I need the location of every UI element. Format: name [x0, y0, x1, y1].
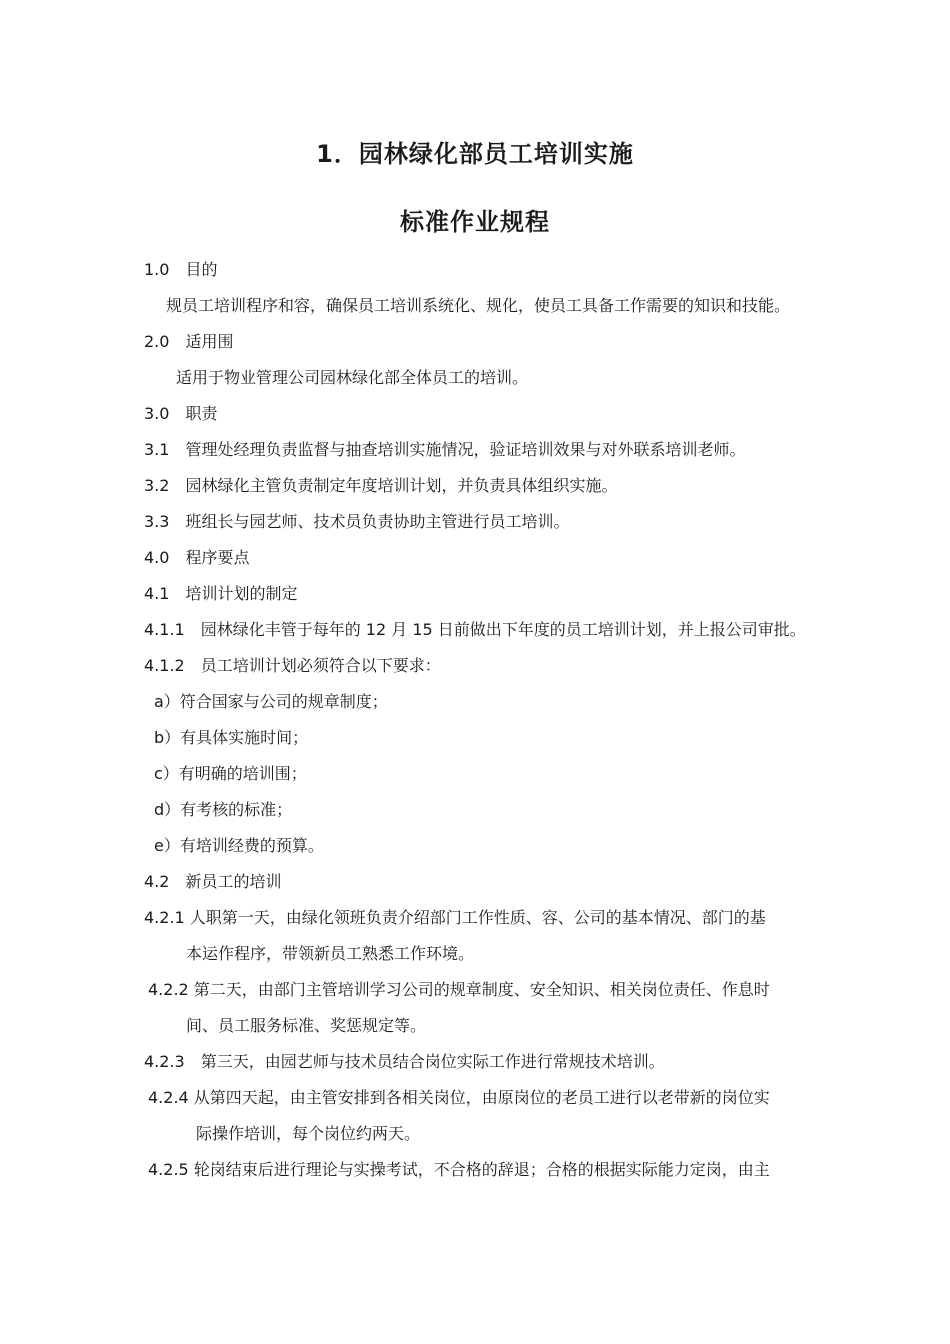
subsection-heading: 4.2 新员工的培训 [144, 872, 282, 891]
document-title-line-2: 标准作业规程 [400, 208, 550, 236]
clause-continuation: 间、员工服务标准、奖惩规定等。 [186, 1016, 427, 1035]
section-heading: 3.0 职责 [144, 404, 218, 423]
list-item: a）符合国家与公司的规章制度； [154, 692, 388, 711]
section-heading: 1.0 目的 [144, 260, 218, 279]
clause-continuation: 际操作培训，每个岗位约两天。 [196, 1124, 421, 1143]
clause-text: 3.3 班组长与园艺师、技术员负责协助主管进行员工培训。 [144, 512, 570, 531]
paragraph-text: 适用于物业管理公司园林绿化部全体员工的培训。 [176, 368, 529, 387]
clause-text: 4.2.2 第二天，由部门主管培训学习公司的规章制度、安全知识、相关岗位责任、作息时 [148, 980, 770, 999]
clause-text: 4.2.5 轮岗结束后进行理论与实操考试，不合格的辞退；合格的根据实际能力定岗，由主 [148, 1160, 770, 1179]
section-heading: 2.0 适用围 [144, 332, 234, 351]
clause-text: 4.2.1 人职第一天，由绿化领班负责介绍部门工作性质、容、公司的基本情况、部门的基 [144, 908, 766, 927]
clause-text: 4.2.3 第三天，由园艺师与技术员结合岗位实际工作进行常规技术培训。 [144, 1052, 665, 1071]
paragraph-text: 规员工培训程序和容，确保员工培训系统化、规化，使员工具备工作需要的知识和技能。 [166, 296, 791, 315]
clause-text: 3.1 管理处经理负责监督与抽查培训实施情况，验证培训效果与对外联系培训老师。 [144, 440, 746, 459]
clause-text: 4.1.2 员工培训计划必须符合以下要求： [144, 656, 441, 675]
section-heading: 4.0 程序要点 [144, 548, 250, 567]
list-item: c）有明确的培训围； [154, 764, 307, 783]
clause-continuation: 本运作程序，带领新员工熟悉工作环境。 [186, 944, 475, 963]
list-item: b）有具体实施时间； [154, 728, 309, 747]
clause-text: 4.2.4 从第四天起，由主管安排到各相关岗位，由原岗位的老员工进行以老带新的岗位实 [148, 1088, 770, 1107]
clause-text: 3.2 园林绿化主管负责制定年度培训计划，并负责具体组织实施。 [144, 476, 618, 495]
subsection-heading: 4.1 培训计划的制定 [144, 584, 298, 603]
clause-text: 4.1.1 园林绿化丰管于每年的 12 月 15 日前做出下年度的员工培训计划，并上报公司审批。 [144, 620, 806, 639]
list-item: e）有培训经费的预算。 [154, 836, 324, 855]
document-title-line-1: 1．园林绿化部员工培训实施 [316, 140, 634, 168]
list-item: d）有考核的标准； [154, 800, 293, 819]
